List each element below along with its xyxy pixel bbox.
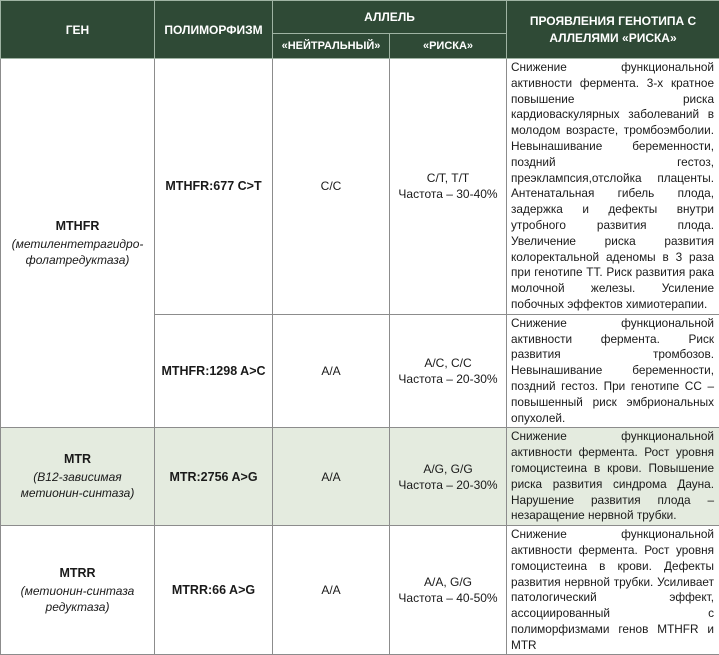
description-cell: Снижение функциональной активности фермента. Риск развития тромбозов. Невынашивание беременности, поздний гестоз. При генотипе CC – повышенный риск эмбриональных опухолей.	[507, 314, 719, 428]
gene-cell-mtr	[1, 428, 155, 526]
table-row	[1, 59, 719, 315]
gene-name: MTRR	[4, 566, 151, 580]
neutral-allele-cell: A/A	[273, 314, 390, 428]
risk-frequency: Частота – 30-40%	[393, 186, 503, 202]
polymorphism-cell: MTR:2756 A>G	[155, 428, 273, 526]
gene-cell-mthfr	[1, 59, 155, 428]
gene-cell-mtrr	[1, 526, 155, 655]
polymorphism-cell: MTHFR:1298 A>C	[155, 314, 273, 428]
gene-enzyme: (метилентетрагидро-фолатредуктаза)	[4, 236, 151, 268]
description-cell: Снижение функциональной активности фермента. 3-х кратное повышение риска кардиоваскулярных заболеваний в молодом возрасте, тромбоэмболии. Невынашивание беременности, поздний гестоз, преэклампсия,отслойка плаценты. Антенатальная гибель плода, задержка и дефекты внутри утробного развития плода. Увеличение риска развития колоректальной аденомы в 3 раза при генотипе TT. Риск развития рака молочной железы. Усиление побочных эффектов химиотерапии.	[507, 59, 719, 315]
gene-enzyme: (B12-зависимая метионин-синтаза)	[4, 469, 151, 501]
neutral-allele-cell: A/A	[273, 428, 390, 526]
gene-name: MTR	[4, 452, 151, 466]
risk-genotype: A/A, G/G	[393, 574, 503, 590]
risk-genotype: C/T, T/T	[393, 170, 503, 186]
header-risk: «РИСКА»	[390, 34, 507, 59]
risk-allele-cell	[390, 428, 507, 526]
description-cell: Снижение функциональной активности фермента. Рост уровня гомоцистеина в крови. Повышение риска развития синдрома Дауна. Нарушение развития плода – незаращение нервной трубки.	[507, 428, 719, 526]
risk-genotype: A/C, C/C	[393, 355, 503, 371]
header-neutral: «НЕЙТРАЛЬНЫЙ»	[273, 34, 390, 59]
risk-genotype: A/G, G/G	[393, 461, 503, 477]
risk-frequency: Частота – 40-50%	[393, 590, 503, 606]
neutral-allele-cell: A/A	[273, 526, 390, 655]
risk-frequency: Частота – 20-30%	[393, 371, 503, 387]
table-header-row	[1, 1, 719, 34]
polymorphism-cell: MTRR:66 A>G	[155, 526, 273, 655]
risk-allele-cell	[390, 314, 507, 428]
risk-allele-cell	[390, 526, 507, 655]
table-row	[1, 428, 719, 526]
header-polymorphism: ПОЛИМОРФИЗМ	[155, 1, 273, 59]
risk-frequency: Частота – 20-30%	[393, 477, 503, 493]
header-allele: АЛЛЕЛЬ	[273, 1, 507, 34]
risk-allele-cell	[390, 59, 507, 315]
gene-enzyme: (метионин-синтаза редуктаза)	[4, 583, 151, 615]
polymorphism-cell: MTHFR:677 C>T	[155, 59, 273, 315]
header-manifestation: ПРОЯВЛЕНИЯ ГЕНОТИПА С АЛЛЕЛЯМИ «РИСКА»	[507, 1, 719, 59]
gene-name: MTHFR	[4, 219, 151, 233]
neutral-allele-cell: C/C	[273, 59, 390, 315]
table-row	[1, 526, 719, 655]
header-gene: ГЕН	[1, 1, 155, 59]
description-cell: Снижение функциональной активности фермента. Рост уровня гомоцистеина в крови. Дефекты развития нервной трубки. Усиливает патологический эффект, ассоциированный с полиморфизмами генов MTHFR и MTR	[507, 526, 719, 655]
